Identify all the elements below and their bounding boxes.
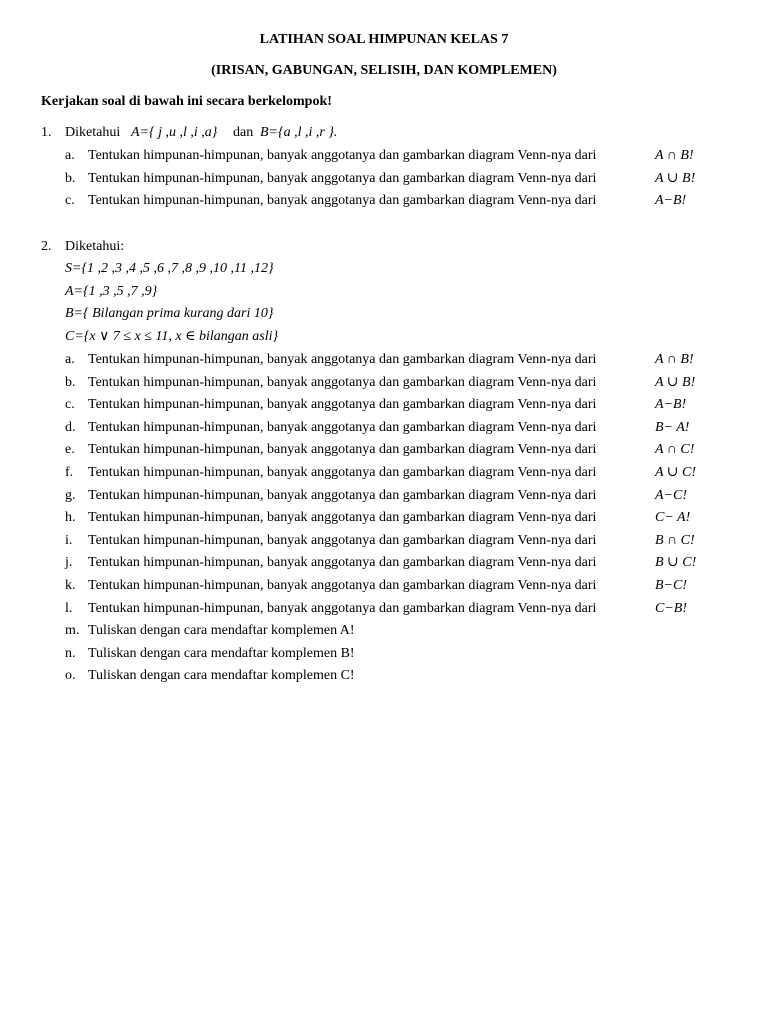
item-letter: e. [65, 442, 75, 458]
question-prefix: Diketahui: [65, 239, 125, 254]
item-expression: B ∪ C! [655, 555, 697, 571]
conjunction-text: dan [233, 125, 254, 140]
item-text: Tuliskan dengan cara mendaftar komplemen B! [88, 645, 355, 661]
set-definition: C={x ∨ 7 ≤ x ≤ 11, x ∈ bilangan asli} [65, 329, 279, 344]
set-definition: S={1 ,2 ,3 ,4 ,5 ,6 ,7 ,8 ,9 ,10 ,11 ,12} [65, 261, 274, 276]
item-text: Tentukan himpunan-himpunan, banyak anggotanya dan gambarkan diagram Venn-nya dari [88, 555, 597, 571]
question-number: 1. [41, 125, 52, 140]
item-text: Tentukan himpunan-himpunan, banyak anggotanya dan gambarkan diagram Venn-nya dari [88, 442, 597, 458]
page-subtitle: (IRISAN, GABUNGAN, SELISIH, DAN KOMPLEMEN) [211, 63, 557, 78]
item-expression: A ∪ B! [655, 374, 696, 390]
item-letter: h. [65, 510, 76, 526]
item-letter: n. [65, 645, 76, 661]
item-text: Tentukan himpunan-himpunan, banyak anggotanya dan gambarkan diagram Venn-nya dari [88, 510, 597, 526]
item-expression: B−C! [655, 578, 687, 593]
item-expression: B ∩ C! [655, 532, 695, 548]
item-expression: A−B! [655, 397, 687, 413]
item-text: Tentukan himpunan-himpunan, banyak anggotanya dan gambarkan diagram Venn-nya dari [88, 193, 597, 208]
question-prefix: Diketahui [65, 125, 121, 140]
set-definition: B={ Bilangan prima kurang dari 10} [65, 306, 274, 321]
item-letter: f. [65, 465, 74, 480]
item-expression: A ∩ B! [655, 148, 694, 163]
item-text: Tentukan himpunan-himpunan, banyak anggotanya dan gambarkan diagram Venn-nya dari [88, 578, 597, 593]
item-letter: d. [65, 419, 76, 435]
item-letter: b. [65, 374, 76, 390]
item-text: Tentukan himpunan-himpunan, banyak anggotanya dan gambarkan diagram Venn-nya dari [88, 170, 597, 186]
item-expression: A−C! [655, 487, 687, 503]
item-letter: c. [65, 193, 75, 208]
set-a-definition: A={ j ,u ,l ,i ,a} [131, 125, 218, 140]
item-letter: m. [65, 623, 80, 639]
item-letter: i. [65, 532, 73, 548]
page-title: LATIHAN SOAL HIMPUNAN KELAS 7 [259, 32, 509, 47]
set-b-definition: B={a ,l ,i ,r }. [260, 125, 338, 140]
item-letter: o. [65, 668, 76, 684]
item-expression: A−B! [655, 193, 687, 208]
item-text: Tentukan himpunan-himpunan, banyak anggotanya dan gambarkan diagram Venn-nya dari [88, 352, 597, 367]
item-letter: k. [65, 578, 76, 593]
item-expression: A ∩ B! [655, 352, 694, 367]
instruction-text: Kerjakan soal di bawah ini secara berkelompok! [41, 94, 332, 109]
item-text: Tentukan himpunan-himpunan, banyak anggotanya dan gambarkan diagram Venn-nya dari [88, 487, 597, 503]
item-letter: a. [65, 352, 75, 367]
item-text: Tentukan himpunan-himpunan, banyak anggotanya dan gambarkan diagram Venn-nya dari [88, 148, 597, 163]
question-number: 2. [41, 239, 52, 254]
item-expression: A ∪ C! [655, 465, 697, 480]
item-letter: g. [65, 487, 76, 503]
item-text: Tentukan himpunan-himpunan, banyak anggotanya dan gambarkan diagram Venn-nya dari [88, 397, 597, 413]
item-text: Tentukan himpunan-himpunan, banyak anggotanya dan gambarkan diagram Venn-nya dari [88, 374, 597, 390]
item-expression: C−B! [655, 600, 687, 616]
item-text: Tentukan himpunan-himpunan, banyak anggotanya dan gambarkan diagram Venn-nya dari [88, 465, 597, 480]
item-letter: c. [65, 397, 75, 413]
item-text: Tentukan himpunan-himpunan, banyak anggotanya dan gambarkan diagram Venn-nya dari [88, 419, 597, 435]
set-definition: A={1 ,3 ,5 ,7 ,9} [65, 284, 158, 299]
item-expression: C− A! [655, 510, 691, 526]
item-expression: B− A! [655, 419, 690, 435]
item-text: Tuliskan dengan cara mendaftar komplemen A! [88, 623, 355, 639]
item-text: Tentukan himpunan-himpunan, banyak anggotanya dan gambarkan diagram Venn-nya dari [88, 532, 597, 548]
item-letter: a. [65, 148, 75, 163]
item-text: Tentukan himpunan-himpunan, banyak anggotanya dan gambarkan diagram Venn-nya dari [88, 600, 597, 616]
item-expression: A ∩ C! [655, 442, 695, 458]
item-expression: A ∪ B! [655, 170, 696, 186]
item-letter: b. [65, 170, 76, 186]
item-letter: j. [65, 555, 73, 571]
item-letter: l. [65, 600, 73, 616]
item-text: Tuliskan dengan cara mendaftar komplemen C! [88, 668, 355, 684]
